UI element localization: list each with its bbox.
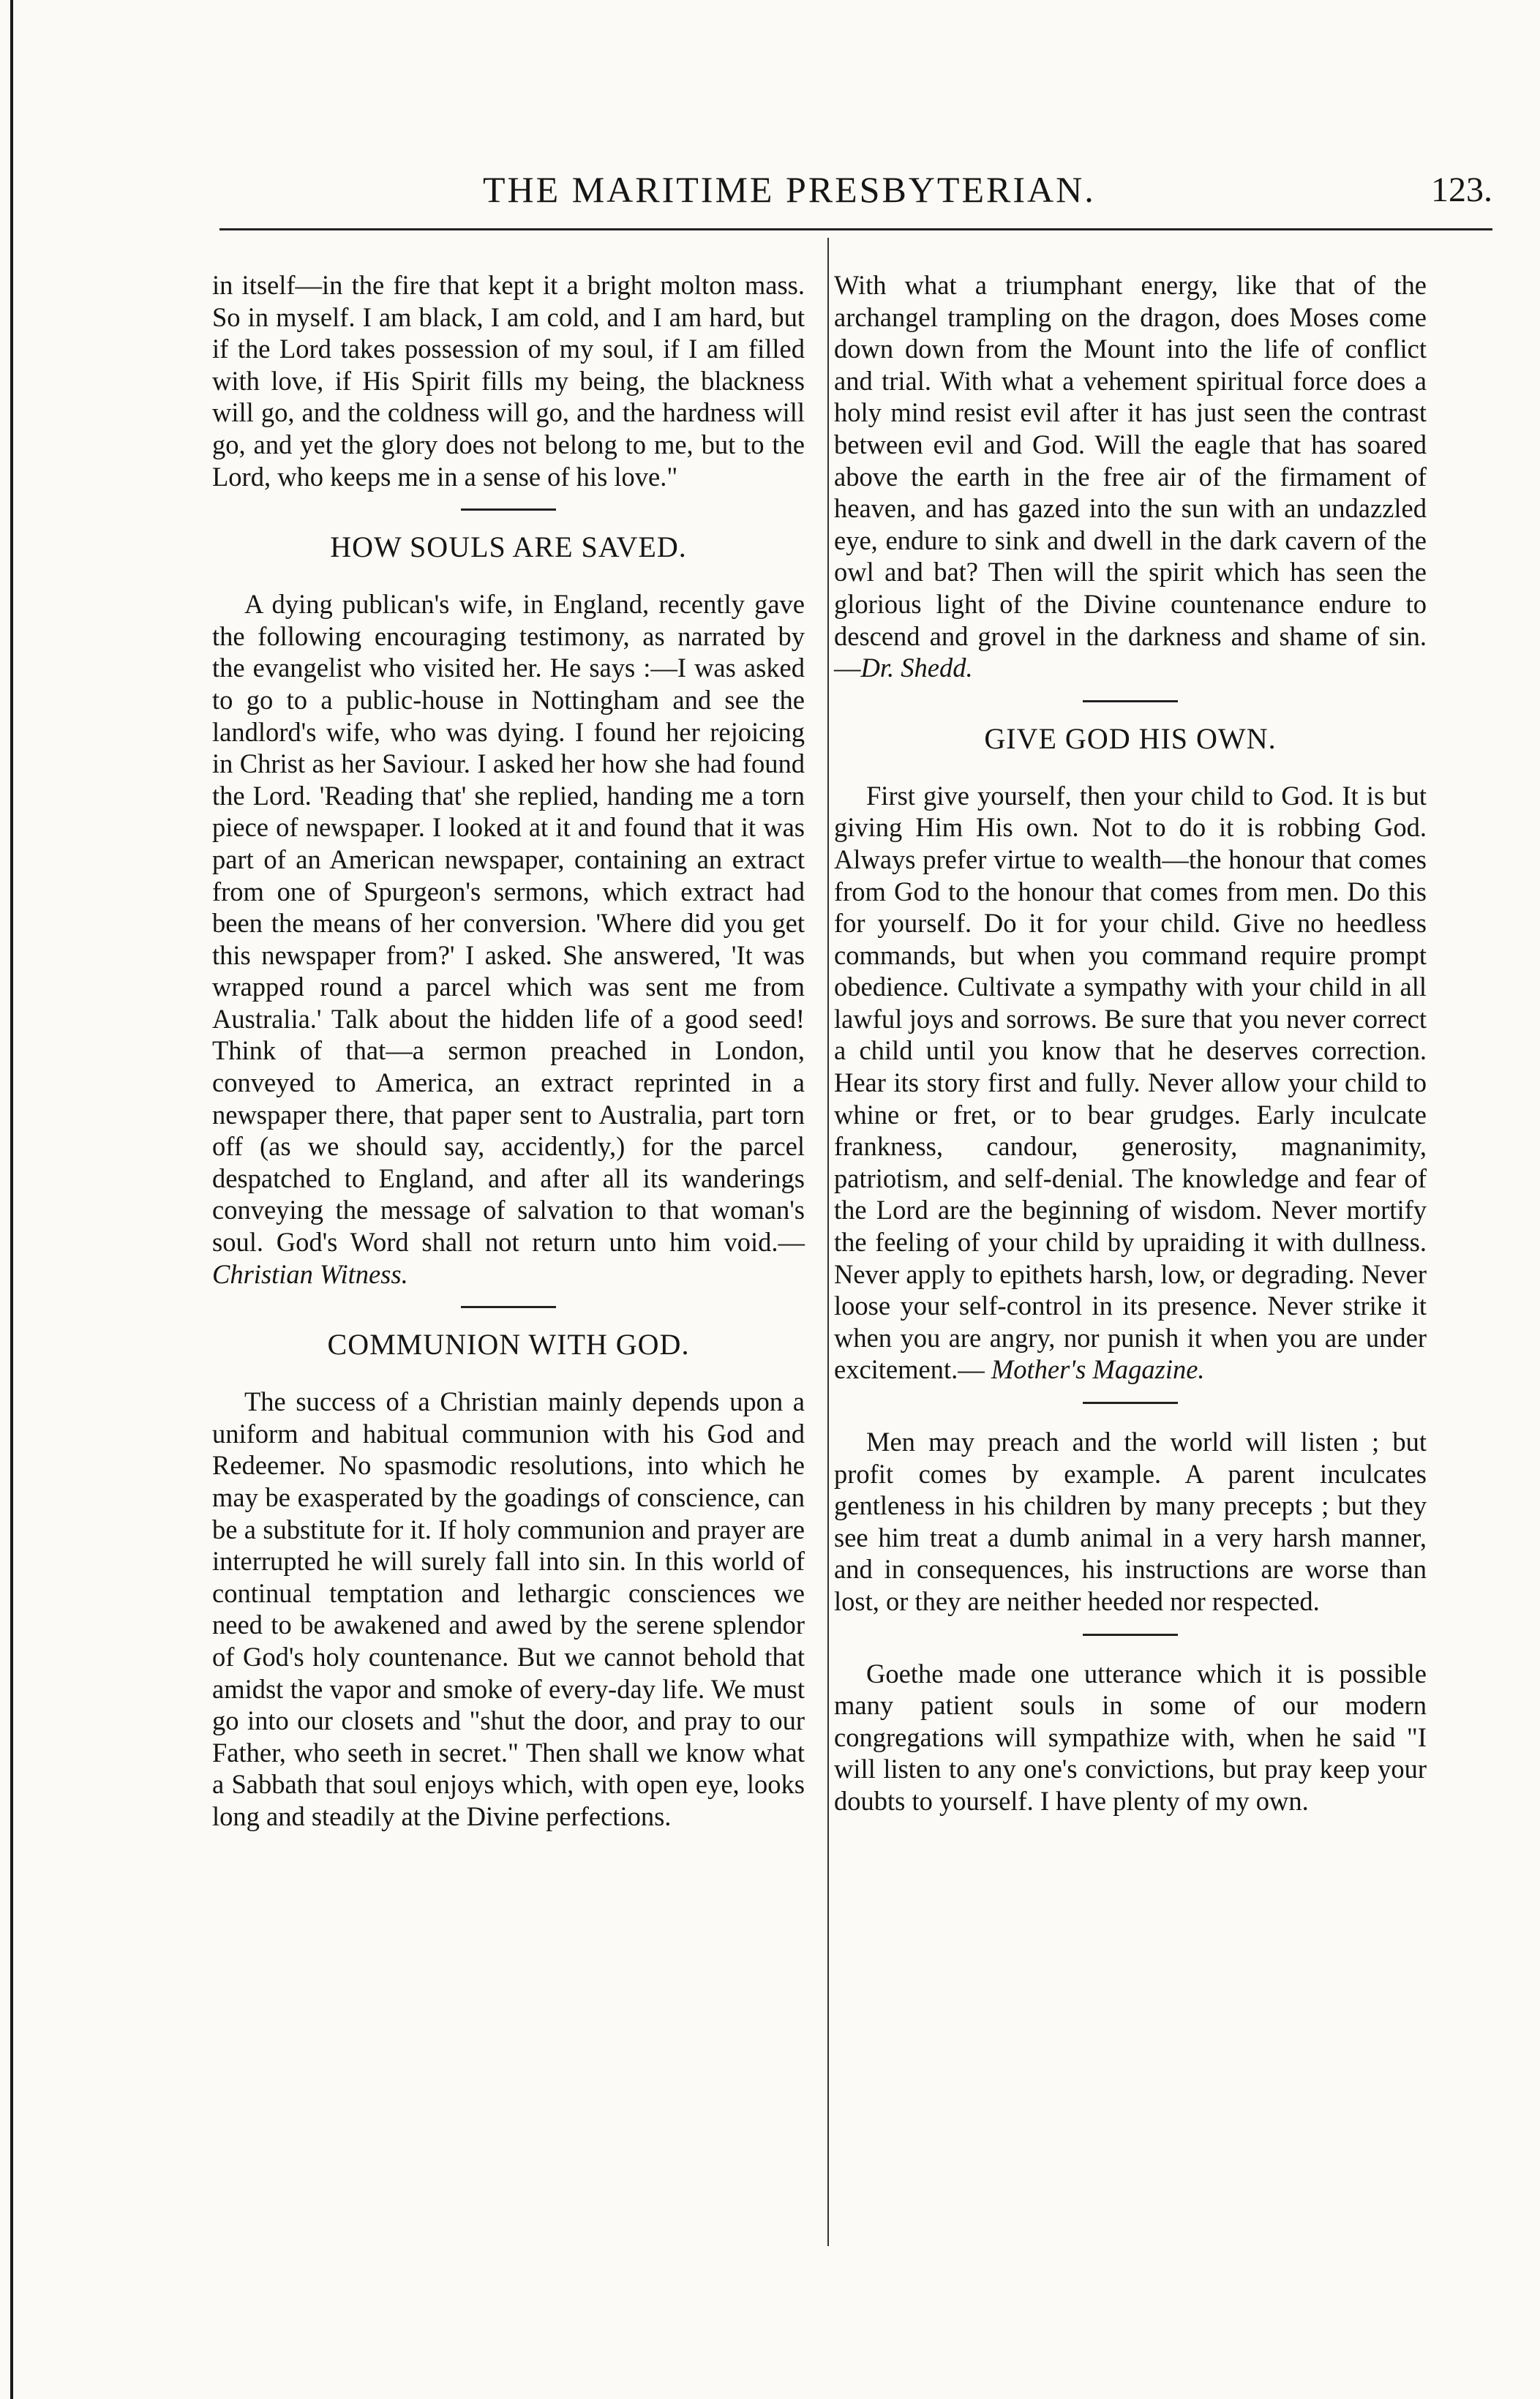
section-rule: [1083, 700, 1178, 702]
continuation-text: With what a triumphant energy, like that of the archangel trampling on the dragon, does Moses come down down from the Mount into the life of conflict and trial. With what a vehement spiritual force does a holy mind resist evil after it has just seen the contrast between evil and God. Will the eagle that has soared above the earth in the free air of the firmament of heaven, and has gazed into the sun with an undazzled eye, endure to sink and dwell in the dark cavern of the owl and bat? Then will the spirit which has seen the glorious light of the Divine countenance endure to descend and grovel in the darkness and shame of sin.—: [834, 270, 1427, 683]
article-body-how-souls-are-saved: [212, 588, 805, 1290]
article-text: A dying publican's wife, in England, recently gave the following encouraging testimony, as narrated by the evangelist who visited her. He says :—I was asked to go to a public-house in Nottingham and see the landlord's wife, who was dying. I found her rejoicing in Christ as her Saviour. I asked her how she had found the Lord. 'Reading that' she replied, handing me a torn piece of newspaper. I looked at it and found that it was part of an American newspaper, containing an extract from one of Spurgeon's sermons, which extract had been the means of her conversion. 'Where did you get this newspaper from?' I asked. She answered, 'It was wrapped round a parcel which was sent me from Australia.' Talk about the hidden life of a good seed! Think of that—a sermon preached in London, conveyed to America, an extract reprinted in a newspaper there, that paper sent to Australia, part torn off (as we should say, accidently,) for the parcel despatched to England, and after all its wanderings conveying the message of salvation to that woman's soul. God's Word shall not return unto him void.—: [212, 589, 805, 1258]
article-source: Mother's Magazine.: [991, 1354, 1205, 1385]
article-title-communion-with-god: COMMUNION WITH GOD.: [327, 1328, 690, 1362]
continued-paragraph-right: [834, 269, 1427, 684]
running-header: [219, 168, 1492, 219]
spacer: [834, 1636, 1427, 1658]
article-title-how-souls-are-saved: HOW SOULS ARE SAVED.: [330, 530, 687, 564]
right-column: [834, 269, 1427, 1817]
article-body-give-god-his-own: [834, 780, 1427, 1386]
column-divider: [827, 238, 829, 2246]
spacer: [834, 1404, 1427, 1426]
article-title-give-god-his-own: GIVE GOD HIS OWN.: [984, 721, 1277, 755]
paragraph-example: Men may preach and the world will listen ; but profit comes by example. A parent inculcates gentleness in his children by many precepts ; but they see him treat a dumb animal in a very harsh manner, and in consequences, his instructions are worse than lost, or they are neither heeded nor respected.: [834, 1427, 1427, 1616]
article-text: First give yourself, then your child to God. It is but giving Him His own. Not to do it is robbing God. Always prefer virtue to wealth—the honour that comes from God to the honour that comes from men. Do this for yourself. Do it for your child. Give no heedless commands, but when you command require prompt obedience. Cultivate a sympathy with your child in all lawful joys and sorrows. Be sure that you never correct a child until you know that he deserves correction. Hear its story first and fully. Never allow your child to whine or fret, or to bear grudges. Early inculcate frankness, candour, generosity, magnanimity, patriotism, and self-denial. The knowledge and fear of the Lord are the beginning of wisdom. Never mortify the feeling of your child by upraiding it with dullness. Never apply to epithets harsh, low, or degrading. Never loose your self-control in its presence. Never strike it when you are angry, nor punish it when you are under excitement.—: [834, 780, 1427, 1385]
running-title: THE MARITIME PRESBYTERIAN.: [483, 169, 1096, 210]
article-body-communion-with-god: The success of a Christian mainly depends upon a uniform and habitual communion with his God and Redeemer. No spasmodic resolutions, into which he may be exasperated by the goadings of conscience, can be a substitute for it. If holy communion and prayer are interrupted he will surely fall into sin. In this world of continual temptation and lethargic consciences we need to be awakened and awed by the serene splendor of God's holy countenance. But we cannot behold that amidst the vapor and smoke of every-day life. We must go into our closets and "shut the door, and pray to our Father, who seeth in secret." Then shall we know what a Sabbath that soul enjoys which, with open eye, looks long and steadily at the Divine perfections.: [212, 1386, 805, 1831]
continuation-source: Dr. Shedd.: [860, 653, 973, 683]
left-column: [212, 269, 805, 1833]
section-rule: [461, 508, 556, 511]
section-rule: [461, 1306, 556, 1308]
page-edge-rule: [10, 0, 13, 2399]
paragraph-goethe: Goethe made one utterance which it is possible many patient souls in some of our modern congregations will sympathize with, when he said "I will listen to any one's convictions, but pray keep your doubts to yourself. I have plenty of my own.: [834, 1658, 1427, 1816]
header-rule: [219, 228, 1492, 230]
page-number: 123.: [1431, 170, 1492, 209]
continued-paragraph: in itself—in the fire that kept it a bright molton mass. So in myself. I am black, I am cold, and I am hard, but if the Lord takes possession of my soul, if I am filled with love, if His Spirit fills my being, the blackness will go, and the coldness will go, and the hardness will go, and yet the glory does not belong to me, but to the Lord, who keeps me in a sense of his love.": [212, 270, 805, 492]
article-source: Christian Witness.: [212, 1258, 408, 1289]
